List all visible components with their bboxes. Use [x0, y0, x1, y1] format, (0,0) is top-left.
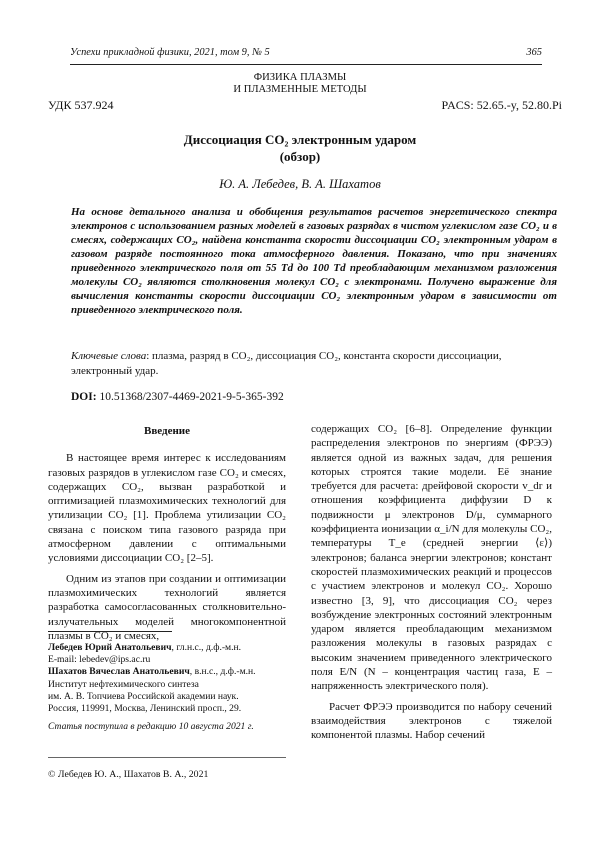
author-2-info: , в.н.с., д.ф.-м.н.: [189, 666, 256, 678]
author-1-name: Лебедев Юрий Анатольевич: [48, 642, 172, 653]
abstract: На основе детального анализа и обобщения результатов расчетов энергетического спектра электронов с использованием разных моделей в газовых разрядах в чистом углекислом газе CO₂ и в смесях, содержащих CO₂, найдена константа скорости диссоциации CO₂ электронным ударом в газовом разряде постоянного тока атмосферного давления. Показано, что при значениях приведенного электрического поля от 55 Тd до 100 Тd преобладающим механизмом разложения молекулы CO₂ являются столкновения молекул CO₂ с электронами. Получено выражение для вычисления константы скорости диссоциации CO₂ электронным ударом в зависимости от приведенного электрического поля.: [71, 206, 557, 317]
pacs-code: PACS: 52.65.-y, 52.80.Pi: [441, 98, 562, 112]
header-rule: [70, 64, 542, 65]
doi-label: DOI:: [71, 391, 97, 403]
section-line-2: И ПЛАЗМЕННЫЕ МЕТОДЫ: [233, 84, 367, 95]
author-list: Ю. А. Лебедев, В. А. Шахатов: [219, 177, 381, 191]
keywords: [71, 349, 557, 378]
author-2-line: [48, 666, 288, 678]
copyright: © Лебедев Ю. А., Шахатов В. А., 2021: [48, 769, 209, 780]
keywords-text: : плазма, разряд в CO₂, диссоциация CO₂, константа скорости диссоциации, электронный удар.: [71, 350, 502, 377]
right-column: [311, 422, 552, 749]
running-header: [70, 47, 542, 58]
copyright-rule: [48, 757, 286, 758]
author-affiliations: [48, 642, 288, 733]
title-line-2: (обзор): [279, 149, 321, 164]
left-column: [48, 422, 286, 649]
institution-address: Россия, 119991, Москва, Ленинский просп., 29.: [48, 703, 242, 715]
intro-heading: Введение: [143, 425, 191, 437]
footnote-rule: [48, 631, 172, 632]
author-2-name: Шахатов Вячеслав Анатольевич: [48, 666, 190, 678]
journal-citation: Успехи прикладной физики, 2021, том 9, № 5: [70, 47, 270, 58]
received-date: Статья поступила в редакцию 10 августа 2021 г.: [48, 721, 254, 733]
keywords-label: Ключевые слова: [71, 350, 147, 362]
page-number: 365: [526, 47, 542, 58]
author-1-line: [48, 642, 288, 654]
title-line-1: Диссоциация CO₂ электронным ударом: [183, 132, 417, 147]
article-title: [0, 131, 600, 165]
author-email[interactable]: E-mail: lebedev@ips.ac.ru: [48, 654, 151, 666]
section-line-1: ФИЗИКА ПЛАЗМЫ: [253, 72, 347, 83]
doi: [71, 391, 284, 403]
institution-line-1: Институт нефтехимического синтеза: [48, 678, 199, 690]
section-heading: [0, 72, 600, 96]
udc-code: УДК 537.924: [48, 98, 114, 112]
intro-paragraph-3: содержащих CO₂ [6–8]. Определение функции распределения электронов по энергиям (ФРЭЭ) является одной из важных задач, для решения которых строятся такие модели. Её знание требуется для расчета: дрейфовой скорости v_dr и отношения коэффициента диффузии D к подвижности μ электронов D/μ, суммарного коэффициента ионизации α_i/N для молекулы CO₂, температуры T_e (средней энергии ⟨ε⟩) электронов; баланса энергии электронов; констант скоростей плазмохимических реакций и процессов с участием электронов и молекул CO₂. Хорошо известно [3, 9], что диссоциация CO₂ через возбуждение электронных состояний электронным ударом является преобладающим механизмом разложения молекулы в газовых разрядах с высоким значением приведенного электрического поля E/N (N – концентрация частиц газа, E – напряженность электрического поля).: [311, 423, 552, 693]
intro-paragraph-2: Одним из этапов при создании и оптимизации плазмохимических технологий является разработка самосогласованных столкновительно-излучательных моделей многокомпонентной плазмы в CO₂ и смесях,: [48, 572, 286, 642]
intro-paragraph-1: В настоящее время интерес к исследованиям газовых разрядов в углекислом газе CO₂ и смесях, содержащих CO₂, вызван разработкой и оптимизацией плазмохимических технологий для утилизации CO₂ [1]. Проблема утилизации CO₂ связана с поиском типа газового разряда при атмосферном давлении с оптимальными условиями диссоциации CO₂ [2–5].: [48, 452, 286, 565]
intro-paragraph-4: Расчет ФРЭЭ производится по набору сечений взаимодействия электронов с тяжелой компонентой плазмы. Набор сечений: [311, 700, 552, 742]
doi-value[interactable]: 10.51368/2307-4469-2021-9-5-365-392: [96, 391, 284, 403]
author-1-info: , гл.н.с., д.ф.-м.н.: [171, 642, 242, 653]
institution-line-2: им. А. В. Топчиева Российской академии наук.: [48, 690, 239, 702]
